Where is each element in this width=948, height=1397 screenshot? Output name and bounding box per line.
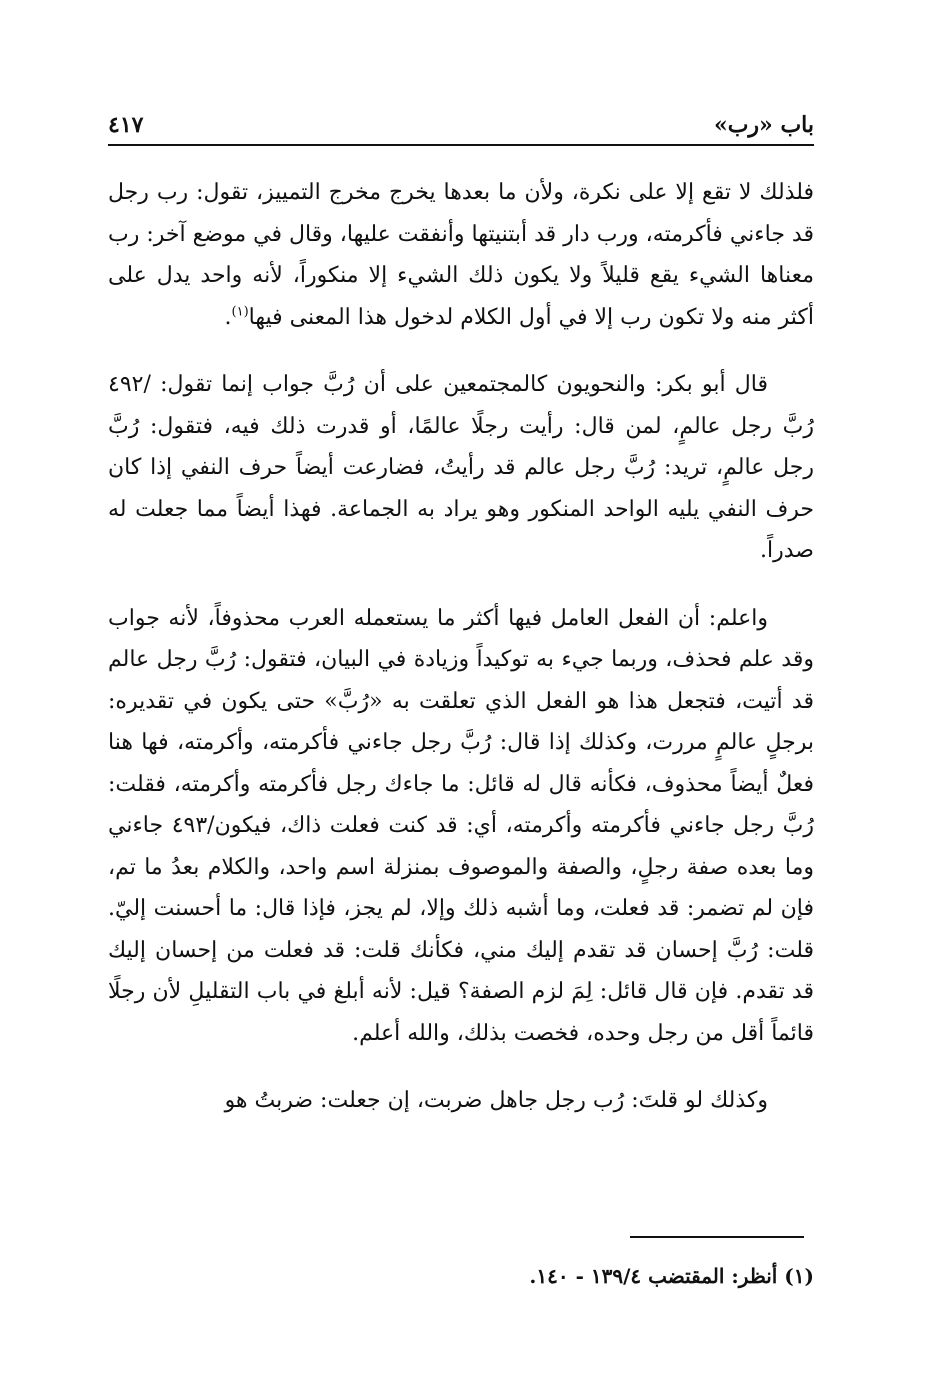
page-number: ٤١٧	[108, 112, 144, 138]
footnote: (١) أنظر: المقتضب ١٣٩/٤ - ١٤٠.	[529, 1264, 814, 1288]
paragraph-1: فلذلك لا تقع إلا على نكرة، ولأن ما بعدها يخرج مخرج التمييز، تقول: رب رجل قد جاءني فأكرمته، ورب دار قد أبتنيتها وأنفقت عليها، وقال في موضع آخر: رب معناها الشيء يقع قليلاً ولا يكون ذلك الشيء إلا منكوراً، لأنه واحد يدل على أكثر منه ولا تكون رب إلا في أول الكلام لدخول هذا المعنى فيها$^{(١)}$.	[108, 180, 814, 330]
main-text	[108, 172, 814, 1122]
running-title: باب «رب»	[713, 112, 814, 138]
header-rule	[108, 144, 814, 146]
paragraph-1-text: فلذلك لا تقع إلا على نكرة، ولأن ما بعدها يخرج مخرج التمييز، تقول: رب رجل قد جاءني فأكرمته، ورب دار قد أبتنيتها وأنفقت عليها، وقال في موضع آخر: رب معناها الشيء يقع قليلاً ولا يكون ذلك الشيء إلا منكوراً، لأنه واحد يدل على أكثر منه ولا تكون رب إلا في أول الكلام لدخول هذا المعنى فيها	[108, 180, 814, 330]
footnote-rule	[630, 1236, 804, 1238]
paragraph-2: قال أبو بكر: والنحويون كالمجتمعين على أن رُبَّ جواب إنما تقول: /٤٩٢ رُبَّ رجل عالمٍ، لمن قال: رأيت رجلًا عالمًا، أو قدرت ذلك فيه، فتقول: رُبَّ رجل عالمٍ، تريد: رُبَّ رجل عالم قد رأيتُ، فضارعت أيضاً حرف النفي إذا كان حرف النفي يليه الواحد المنكور وهو يراد به الجماعة. فهذا أيضاً مما جعلت له صدراً.	[108, 372, 814, 563]
page-header	[108, 112, 814, 146]
paragraph-4: وكذلك لو قلتَ: رُب رجل جاهل ضربت، إن جعلت: ضربتُ هو	[224, 1088, 768, 1113]
paragraph-3: واعلم: أن الفعل العامل فيها أكثر ما يستعمله العرب محذوفاً، لأنه جواب وقد علم فحذف، وربما جيء به توكيداً وزيادة في البيان، فتقول: رُبَّ رجل عالم قد أتيت، فتجعل هذا هو الفعل الذي تعلقت به «رُبَّ» حتى يكون في تقديره: برجلٍ عالمٍ مررت، وكذلك إذا قال: رُبَّ رجل جاءني فأكرمته، وأكرمته، فها هنا فعلٌ أيضاً محذوف، فكأنه قال له قائل: ما جاءك رجل فأكرمته وأكرمته، فقلت: رُبَّ رجل جاءني فأكرمته وأكرمته، أي: قد كنت فعلت ذاك، فيكون/٤٩٣ جاءني وما بعده صفة رجلٍ، والصفة والموصوف بمنزلة اسم واحد، والكلام بعدُ ما تم، فإن لم تضمر: قد فعلت، وما أشبه ذلك وإلا، لم يجز، فإذا قال: ما أحسنت إليّ. قلت: رُبَّ إحسان قد تقدم إليك مني، فكأنك قلت: قد فعلت من إحسان إليك قد تقدم. فإن قال قائل: لِمَ لزم الصفة؟ قيل: لأنه أبلغ في باب التقليلِ لأن رجلًا قائماً أقل من رجل وحده، فخصت بذلك، والله أعلم.	[108, 605, 814, 1046]
footnote-reference: (١)	[231, 304, 249, 320]
